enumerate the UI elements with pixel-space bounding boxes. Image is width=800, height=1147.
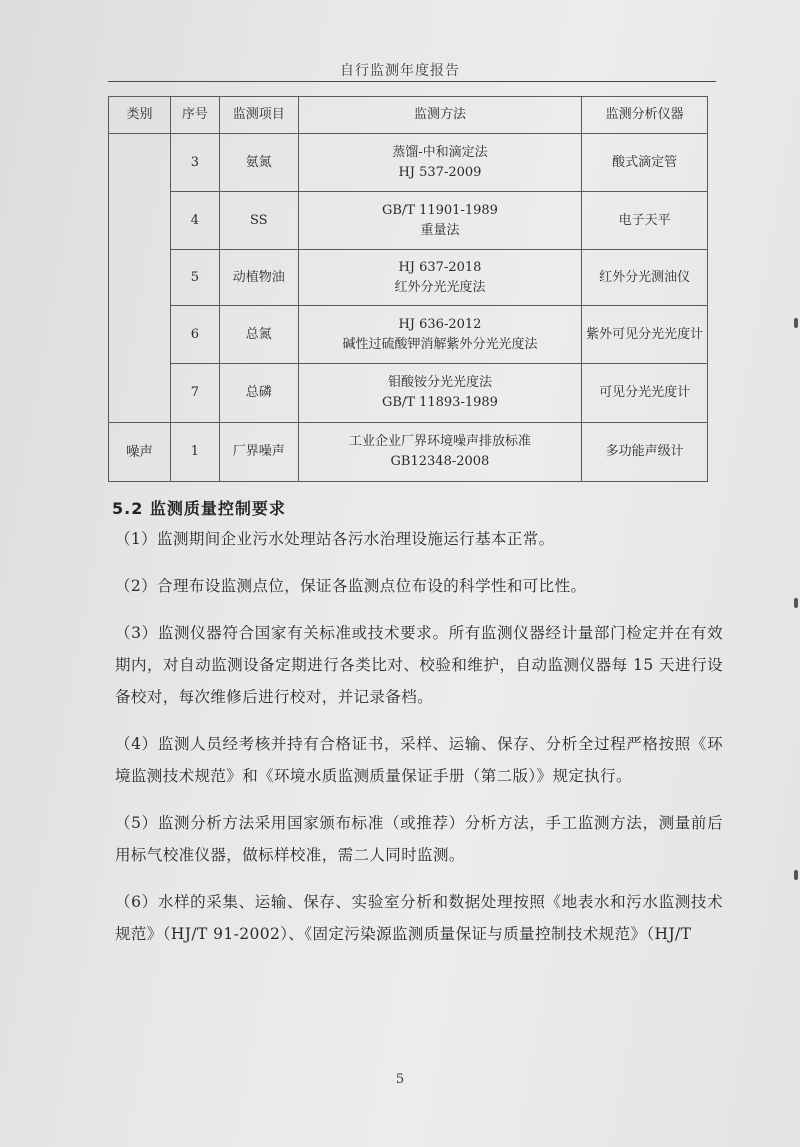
method-line: HJ 637-2018 [398, 259, 482, 275]
instrument-cell: 多功能声级计 [582, 423, 708, 482]
method-cell [298, 306, 582, 364]
instrument-cell: 紫外可见分光光度计 [582, 306, 708, 364]
header-number: 序号 [170, 97, 219, 134]
header-method: 监测方法 [298, 97, 582, 134]
item-cell: 总氮 [219, 306, 298, 364]
item-cell: 动植物油 [219, 250, 298, 306]
table-row [109, 423, 708, 482]
table-row [109, 192, 708, 250]
paragraph: （2）合理布设监测点位，保证各监测点位布设的科学性和可比性。 [115, 577, 587, 595]
paragraph: （4）监测人员经考核并持有合格证书，采样、运输、保存、分析全过程严格按照《环境监测技术规范》和《环境水质监测质量保证手册（第二版）》规定执行。 [115, 735, 723, 785]
table-row [109, 364, 708, 423]
binding-hole-mark [794, 318, 798, 328]
method-cell [298, 134, 582, 192]
section-body [115, 523, 723, 965]
number-cell: 4 [170, 192, 219, 250]
number-cell: 1 [170, 423, 219, 482]
method-line: 碱性过硫酸钾消解紫外分光光度法 [342, 336, 538, 352]
report-header-title: 自行监测年度报告 [340, 63, 460, 79]
paragraph: （3）监测仪器符合国家有关标准或技术要求。所有监测仪器经计量部门检定并在有效期内，对自动监测设备定期进行各类比对、校验和维护，自动监测仪器每 15 天进行设备校对，每次维修后进行校对，并记录备档。 [115, 624, 723, 706]
category-cell: 噪声 [109, 423, 171, 482]
instrument-cell: 可见分光光度计 [582, 364, 708, 423]
instrument-cell: 酸式滴定管 [582, 134, 708, 192]
header-category: 类别 [109, 97, 171, 134]
table-row [109, 306, 708, 364]
item-cell: SS [219, 192, 298, 250]
monitoring-methods-table [108, 96, 708, 482]
number-cell: 3 [170, 134, 219, 192]
paragraph: （6）水样的采集、运输、保存、实验室分析和数据处理按照《地表水和污水监测技术规范》（HJ/T 91-2002）、《固定污染源监测质量保证与质量控制技术规范》（HJ/T [115, 893, 723, 943]
method-line: GB/T 11901-1989 [381, 202, 498, 218]
number-cell: 6 [170, 306, 219, 364]
method-line: 蒸馏-中和滴定法 [392, 144, 488, 160]
header-rule [108, 81, 716, 82]
method-line: GB/T 11893-1989 [381, 395, 498, 410]
table-row [109, 250, 708, 306]
method-line: 红外分光光度法 [394, 279, 486, 295]
method-line: 钼酸铵分光光度法 [387, 375, 492, 390]
page-number: 5 [395, 1072, 405, 1087]
category-cell [109, 134, 171, 423]
item-cell: 总磷 [219, 364, 298, 423]
instrument-cell: 电子天平 [582, 192, 708, 250]
method-line: 工业企业厂界环境噪声排放标准 [348, 434, 531, 449]
table-header-row [109, 97, 708, 134]
method-cell [298, 192, 582, 250]
method-cell [298, 364, 582, 423]
binding-hole-mark [794, 598, 798, 608]
method-line: HJ 537-2009 [398, 164, 482, 180]
number-cell: 7 [170, 364, 219, 423]
item-cell: 厂界噪声 [219, 423, 298, 482]
instrument-cell: 红外分光测油仪 [582, 250, 708, 306]
header-item: 监测项目 [219, 97, 298, 134]
method-cell [298, 423, 582, 482]
method-line: GB12348-2008 [390, 454, 490, 469]
method-line: HJ 636-2012 [398, 316, 482, 332]
method-cell [298, 250, 582, 306]
method-line: 重量法 [420, 222, 460, 238]
header-instrument: 监测分析仪器 [582, 97, 708, 134]
paragraph: （1）监测期间企业污水处理站各污水治理设施运行基本正常。 [115, 530, 555, 548]
paragraph: （5）监测分析方法采用国家颁布标准（或推荐）分析方法，手工监测方法，测量前后用标气校准仪器，做标样校准，需二人同时监测。 [115, 814, 723, 864]
item-cell: 氨氮 [219, 134, 298, 192]
binding-hole-mark [794, 870, 798, 880]
table-row [109, 134, 708, 192]
section-heading: 5.2 监测质量控制要求 [112, 499, 286, 518]
number-cell: 5 [170, 250, 219, 306]
